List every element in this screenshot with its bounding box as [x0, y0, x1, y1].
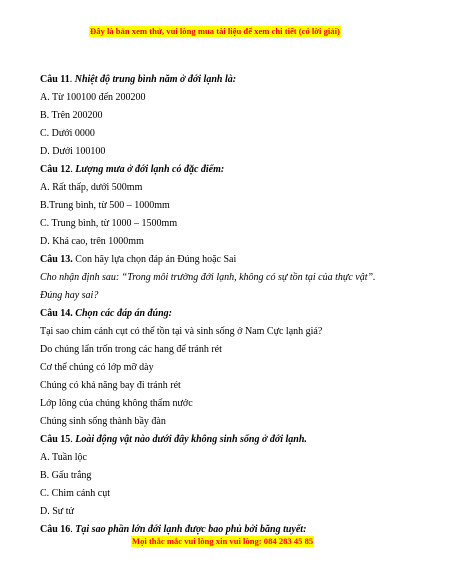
answer-option: Lớp lông của chúng không thấm nước	[40, 398, 193, 409]
answer-option: Chúng có khả năng bay đi tránh rét	[40, 380, 181, 391]
answer-option: B. Trên 200200	[40, 110, 103, 121]
answer-option: D. Sư tử	[40, 506, 74, 517]
question-13-heading	[40, 253, 236, 266]
question-text: Con hãy lựa chọn đáp án Đúng hoặc Sai	[72, 254, 237, 265]
answer-option: Cơ thể chúng có lớp mỡ dày	[40, 362, 154, 373]
question-separator: .	[70, 164, 76, 175]
question-statement: Cho nhận định sau: “Trong môi trường đới lạnh, không có sự tồn tại của thực vật”.	[40, 272, 376, 283]
question-number: Câu 12	[40, 164, 71, 175]
question-number: Câu 15	[40, 434, 71, 445]
question-separator: .	[70, 434, 76, 445]
question-16-heading	[40, 523, 306, 536]
question-text: Lượng mưa ở đới lạnh có đặc điểm:	[75, 164, 225, 175]
question-separator: .	[69, 74, 75, 85]
answer-option: B. Gấu trắng	[40, 470, 92, 481]
question-text: Loài động vật nào dưới đây không sinh sống ở đới lạnh.	[75, 434, 307, 445]
answer-option: C. Chim cánh cụt	[40, 488, 110, 499]
question-number: Câu 13.	[40, 254, 73, 265]
answer-option: Do chúng lẩn trốn trong các hang để tránh rét	[40, 344, 222, 355]
question-separator: .	[70, 524, 76, 535]
contact-banner: Mọi thắc mắc vui lòng xin vui lòng: 084 283 45 85	[132, 536, 314, 546]
answer-option: A. Rất thấp, dưới 500mm	[40, 182, 143, 193]
answer-option: A. Từ 100100 đến 200200	[40, 92, 146, 103]
question-text: Nhiệt độ trung bình năm ở đới lạnh là:	[74, 74, 237, 85]
question-statement: Đúng hay sai?	[40, 290, 99, 301]
answer-option: C. Dưới 0000	[40, 128, 95, 139]
answer-option: A. Tuần lộc	[40, 452, 87, 463]
answer-option: C. Trung bình, từ 1000 – 1500mm	[40, 218, 178, 229]
answer-option: D. Dưới 100100	[40, 146, 106, 157]
question-text: Chọn các đáp án đúng:	[72, 308, 172, 319]
answer-option: Chúng sinh sống thành bầy đàn	[40, 416, 166, 427]
answer-option: B.Trung bình, từ 500 – 1000mm	[40, 200, 170, 211]
question-15-heading	[40, 433, 307, 446]
question-number: Câu 11	[40, 74, 70, 85]
question-text: Tại sao phần lớn đới lạnh được bao phủ bởi băng tuyết:	[75, 524, 307, 535]
answer-option: D. Khá cao, trên 1000mm	[40, 236, 144, 247]
question-prompt: Tại sao chim cánh cụt có thể tồn tại và sinh sống ở Nam Cực lạnh giá?	[40, 326, 323, 337]
question-number: Câu 16	[40, 524, 71, 535]
question-12-heading	[40, 163, 224, 176]
question-number: Câu 14.	[40, 308, 73, 319]
question-14-heading	[40, 307, 172, 320]
question-11-heading	[40, 73, 236, 86]
preview-notice-banner: Đây là bản xem thử, vui lòng mua tài liệu để xem chi tiết (có lời giải)	[90, 26, 340, 36]
